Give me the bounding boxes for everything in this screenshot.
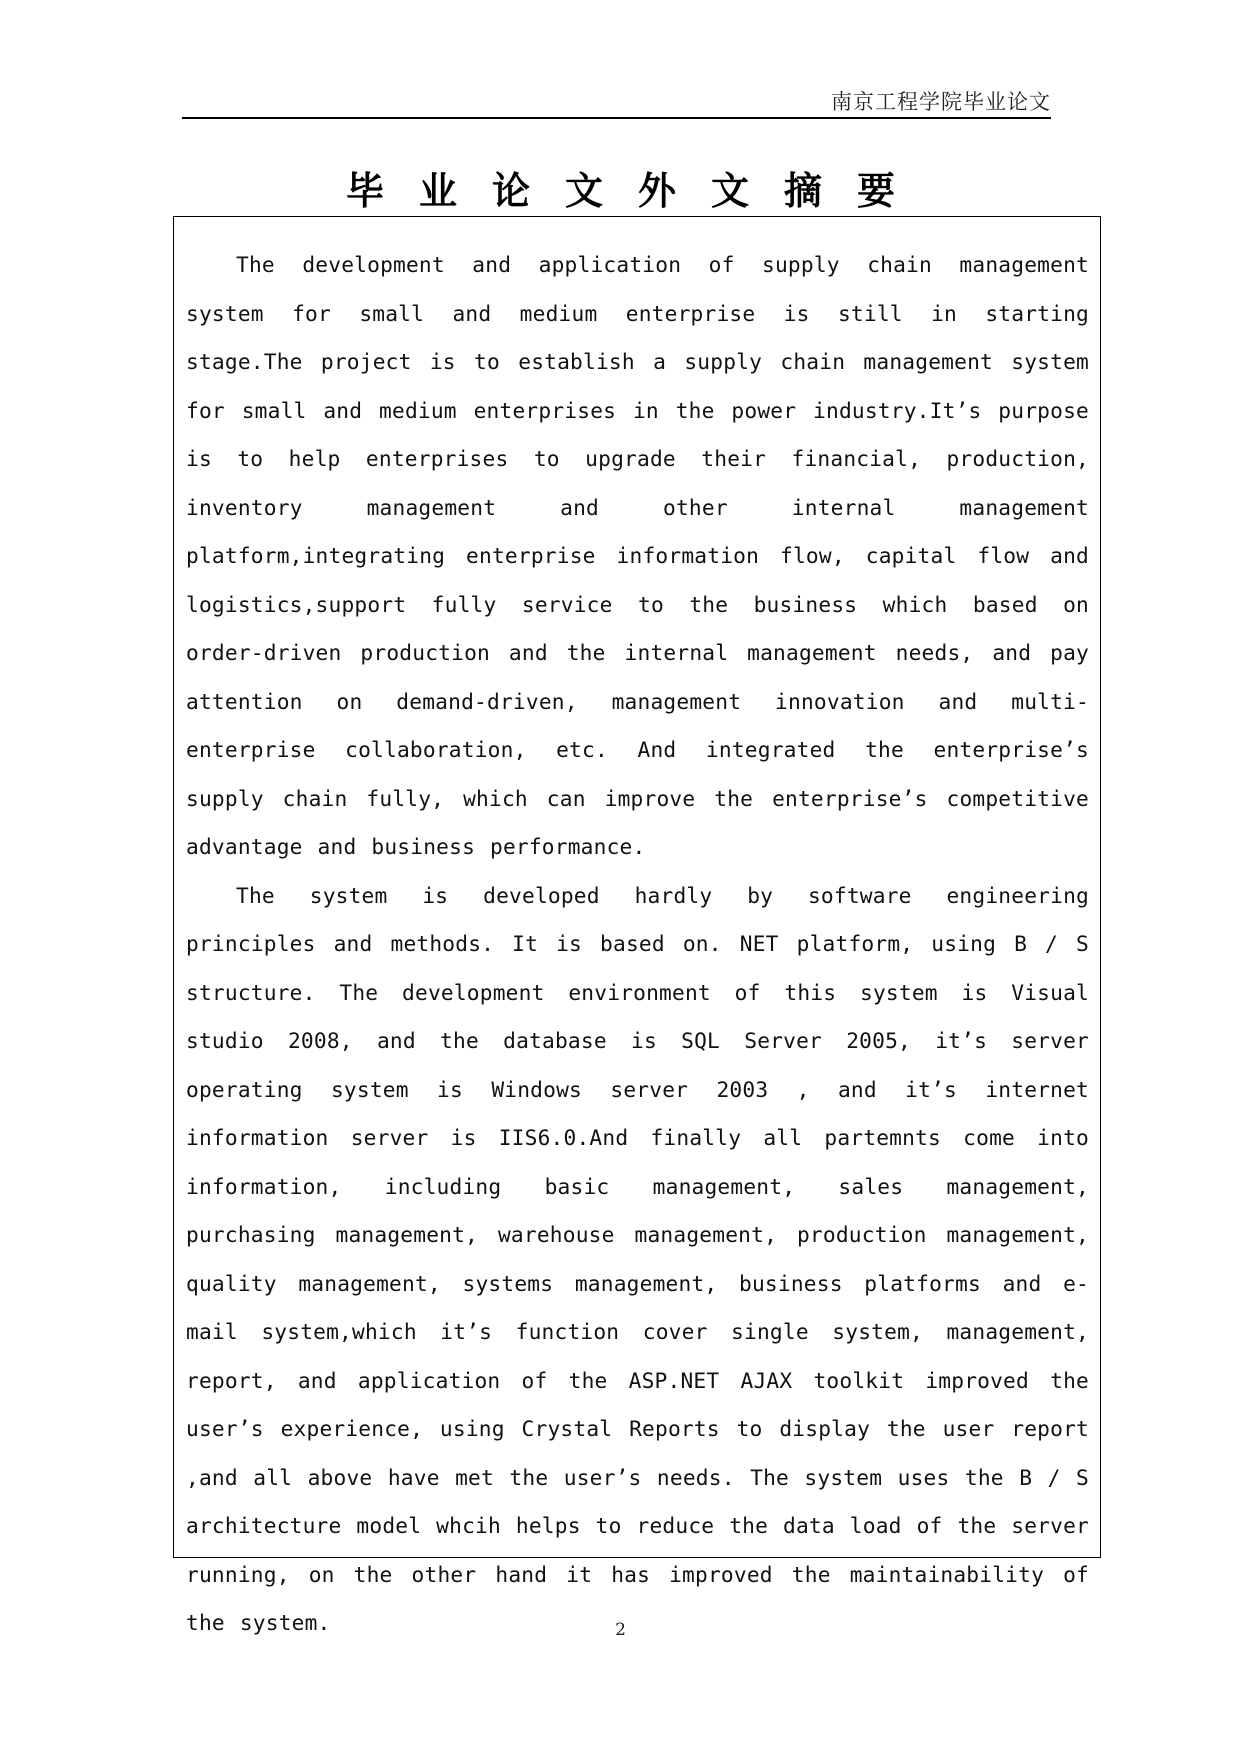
header-rule: [182, 117, 1051, 119]
page-title: 毕业论文外文摘要: [345, 169, 930, 213]
running-header: 南京工程学院毕业论文: [831, 90, 1051, 114]
abstract-paragraph-2: The system is developed hardly by software engineering principles and methods. It is based on. NET platform, using B / S structure. The development environment of this system is Visual studio 2008, and the database is SQL Server 2005, it’s server operating system is Windows server 2003 , and it’s internet information server is IIS6.0.And finally all partemnts come into information, including basic management, sales management, purchasing management, warehouse management, production management, quality management, systems management, business platforms and e-mail system,which it’s function cover single system, management, report, and application of the ASP.NET AJAX toolkit improved the user’s experience, using Crystal Reports to display the user report ,and all above have met the user’s needs. The system uses the B / S architecture model whcih helps to reduce the data load of the server running, on the other hand it has improved the maintainability of the system.: [186, 882, 1090, 1635]
abstract-paragraph-1: The development and application of supply chain management system for small and medium enterprise is still in starting stage.The project is to establish a supply chain management system for small and medium enterprises in the power industry.It’s purpose is to help enterprises to upgrade their financial, production, inventory management and other internal management platform,integrating enterprise information flow, capital flow and logistics,support fully service to the business which based on order-driven production and the internal management needs, and pay attention on demand-driven, management innovation and multi-enterprise collaboration, etc. And integrated the enterprise’s supply chain fully, which can improve the enterprise’s competitive advantage and business performance.: [186, 252, 1089, 859]
page-number: 2: [615, 1620, 626, 1640]
abstract-box: [173, 216, 1101, 1635]
